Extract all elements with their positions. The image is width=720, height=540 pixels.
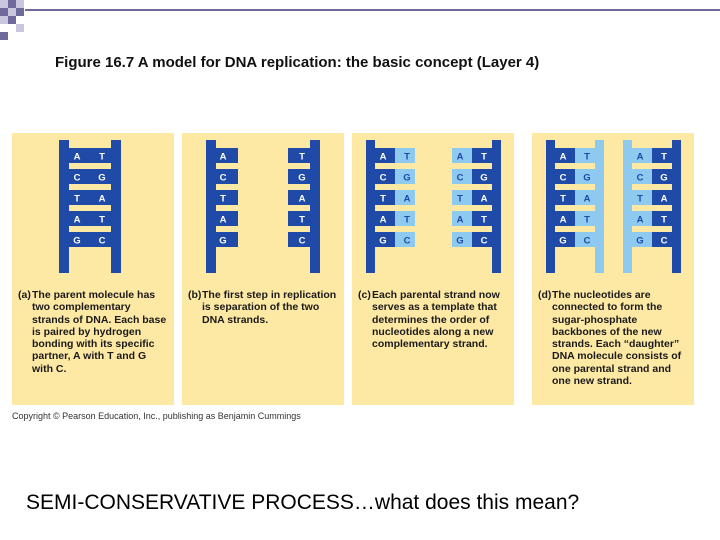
base-label: G bbox=[583, 172, 591, 184]
base-T bbox=[69, 190, 90, 205]
new-base-A bbox=[452, 211, 472, 226]
base-label: G bbox=[219, 235, 227, 247]
base-C bbox=[288, 232, 310, 247]
base-T bbox=[216, 190, 238, 205]
new-base-C bbox=[452, 169, 472, 184]
base-label: A bbox=[98, 193, 106, 205]
base-label: C bbox=[559, 172, 567, 184]
panel-c-caption-text: Each parental strand now serves as a template that determines the order of nucleotides along a new complementary strand. bbox=[372, 289, 500, 351]
new-base-A bbox=[632, 211, 652, 226]
base-label: T bbox=[481, 214, 487, 226]
parent-base-C bbox=[652, 232, 672, 247]
new-base-A bbox=[395, 190, 415, 205]
new-base-T bbox=[575, 211, 595, 226]
base-label: A bbox=[219, 214, 227, 226]
new-base-C bbox=[632, 169, 652, 184]
parent-base-G bbox=[472, 169, 492, 184]
parent-base-T bbox=[555, 190, 575, 205]
base-label: T bbox=[220, 193, 226, 205]
panel-a-diagram bbox=[12, 133, 174, 283]
right-new-backbone bbox=[623, 140, 632, 273]
new-base-C bbox=[575, 232, 595, 247]
parent-base-A bbox=[472, 190, 492, 205]
panel-c bbox=[352, 133, 514, 405]
base-label: T bbox=[637, 193, 643, 205]
parent-base-G bbox=[375, 232, 395, 247]
parent-base-G bbox=[555, 232, 575, 247]
base-A bbox=[90, 190, 111, 205]
new-base-T bbox=[395, 148, 415, 163]
figure-title: Figure 16.7 A model for DNA replication: the basic concept (Layer 4) bbox=[55, 54, 540, 71]
base-A bbox=[288, 190, 310, 205]
panel-a bbox=[12, 133, 174, 405]
new-base-G bbox=[452, 232, 472, 247]
panel-d-diagram bbox=[532, 133, 694, 283]
new-base-T bbox=[575, 148, 595, 163]
base-T bbox=[90, 211, 111, 226]
base-label: G bbox=[73, 235, 81, 247]
copyright-notice: Copyright © Pearson Education, Inc., publishing as Benjamin Cummings bbox=[12, 411, 301, 421]
new-base-T bbox=[452, 190, 472, 205]
new-base-G bbox=[395, 169, 415, 184]
base-label: C bbox=[379, 172, 387, 184]
base-label: C bbox=[480, 235, 488, 247]
base-G bbox=[216, 232, 238, 247]
panel-c-caption bbox=[358, 289, 510, 350]
parent-base-T bbox=[375, 190, 395, 205]
base-G bbox=[288, 169, 310, 184]
new-base-C bbox=[395, 232, 415, 247]
parent-base-A bbox=[652, 190, 672, 205]
left-backbone bbox=[206, 140, 216, 273]
base-C bbox=[69, 169, 90, 184]
panel-d bbox=[532, 133, 694, 405]
base-C bbox=[90, 232, 111, 247]
parent-base-T bbox=[652, 211, 672, 226]
base-label: A bbox=[73, 151, 81, 163]
parent-base-A bbox=[555, 148, 575, 163]
parent-base-C bbox=[375, 169, 395, 184]
left-new-backbone bbox=[595, 140, 604, 273]
base-label: A bbox=[660, 193, 668, 205]
base-label: T bbox=[661, 151, 667, 163]
title-rule bbox=[25, 9, 720, 11]
base-A bbox=[69, 211, 90, 226]
parent-base-C bbox=[555, 169, 575, 184]
base-label: T bbox=[404, 151, 410, 163]
panel-a-caption bbox=[18, 289, 170, 375]
base-label: G bbox=[480, 172, 488, 184]
base-label: T bbox=[74, 193, 80, 205]
base-label: A bbox=[583, 193, 591, 205]
base-label: A bbox=[636, 151, 644, 163]
base-label: C bbox=[298, 235, 306, 247]
base-label: G bbox=[379, 235, 387, 247]
panel-d-caption-text: The nucleotides are connected to form the sugar-phosphate backbones of the new strands. Each “daughter” DNA molecule consists of one parental strand and one new strand. bbox=[552, 289, 682, 388]
question-text: SEMI-CONSERVATIVE PROCESS…what does this mean? bbox=[26, 491, 580, 514]
new-base-T bbox=[395, 211, 415, 226]
base-label: G bbox=[559, 235, 567, 247]
base-label: A bbox=[403, 193, 411, 205]
base-label: G bbox=[456, 235, 464, 247]
right-parent-backbone bbox=[672, 140, 681, 273]
parent-base-T bbox=[472, 211, 492, 226]
parent-base-T bbox=[652, 148, 672, 163]
panel-b-tag: (b) bbox=[188, 289, 202, 301]
base-label: T bbox=[99, 214, 105, 226]
base-label: C bbox=[219, 172, 227, 184]
base-label: C bbox=[583, 235, 591, 247]
base-label: T bbox=[481, 151, 487, 163]
base-label: G bbox=[403, 172, 411, 184]
panel-d-tag: (d) bbox=[538, 289, 552, 301]
parent-base-A bbox=[375, 148, 395, 163]
right-backbone bbox=[111, 140, 121, 273]
base-label: C bbox=[403, 235, 411, 247]
panel-b-caption bbox=[188, 289, 340, 326]
panel-c-diagram bbox=[352, 133, 514, 283]
base-label: T bbox=[584, 151, 590, 163]
base-label: T bbox=[661, 214, 667, 226]
base-label: T bbox=[299, 151, 305, 163]
base-label: A bbox=[559, 151, 567, 163]
left-backbone bbox=[59, 140, 69, 273]
new-base-T bbox=[632, 190, 652, 205]
base-label: A bbox=[559, 214, 567, 226]
base-label: A bbox=[73, 214, 81, 226]
parent-base-A bbox=[375, 211, 395, 226]
panel-a-tag: (a) bbox=[18, 289, 31, 301]
base-T bbox=[288, 211, 310, 226]
parent-base-T bbox=[472, 148, 492, 163]
new-base-A bbox=[632, 148, 652, 163]
base-label: G bbox=[636, 235, 644, 247]
base-label: T bbox=[560, 193, 566, 205]
base-G bbox=[69, 232, 90, 247]
new-base-A bbox=[452, 148, 472, 163]
new-base-A bbox=[575, 190, 595, 205]
base-A bbox=[216, 148, 238, 163]
left-parent-backbone bbox=[546, 140, 555, 273]
base-label: A bbox=[379, 151, 387, 163]
base-label: C bbox=[660, 235, 668, 247]
base-label: T bbox=[299, 214, 305, 226]
base-label: T bbox=[404, 214, 410, 226]
base-label: C bbox=[636, 172, 644, 184]
right-parent-backbone bbox=[492, 140, 501, 273]
base-label: A bbox=[456, 214, 464, 226]
panel-a-caption-text: The parent molecule has two complementary strands of DNA. Each base is paired by hydrogen bonding with its specific partner, A with T and G with C. bbox=[32, 289, 167, 375]
base-label: A bbox=[379, 214, 387, 226]
panel-c-tag: (c) bbox=[358, 289, 371, 301]
base-label: G bbox=[660, 172, 668, 184]
parent-base-G bbox=[652, 169, 672, 184]
base-label: T bbox=[584, 214, 590, 226]
panel-b-caption-text: The first step in replication is separation of the two DNA strands. bbox=[202, 289, 337, 326]
panel-b-diagram bbox=[182, 133, 344, 283]
panel-b bbox=[182, 133, 344, 405]
base-label: T bbox=[99, 151, 105, 163]
base-label: A bbox=[298, 193, 306, 205]
new-base-G bbox=[575, 169, 595, 184]
base-C bbox=[216, 169, 238, 184]
base-label: C bbox=[456, 172, 464, 184]
base-A bbox=[69, 148, 90, 163]
base-label: C bbox=[98, 235, 106, 247]
parent-base-A bbox=[555, 211, 575, 226]
base-label: G bbox=[98, 172, 106, 184]
base-label: A bbox=[480, 193, 488, 205]
base-T bbox=[90, 148, 111, 163]
panel-d-caption bbox=[538, 289, 690, 387]
base-T bbox=[288, 148, 310, 163]
base-label: T bbox=[457, 193, 463, 205]
new-base-G bbox=[632, 232, 652, 247]
base-label: G bbox=[298, 172, 306, 184]
base-label: A bbox=[456, 151, 464, 163]
base-G bbox=[90, 169, 111, 184]
left-parent-backbone bbox=[366, 140, 375, 273]
parent-base-C bbox=[472, 232, 492, 247]
right-backbone bbox=[310, 140, 320, 273]
base-label: T bbox=[380, 193, 386, 205]
base-label: C bbox=[73, 172, 81, 184]
base-A bbox=[216, 211, 238, 226]
base-label: A bbox=[219, 151, 227, 163]
base-label: A bbox=[636, 214, 644, 226]
